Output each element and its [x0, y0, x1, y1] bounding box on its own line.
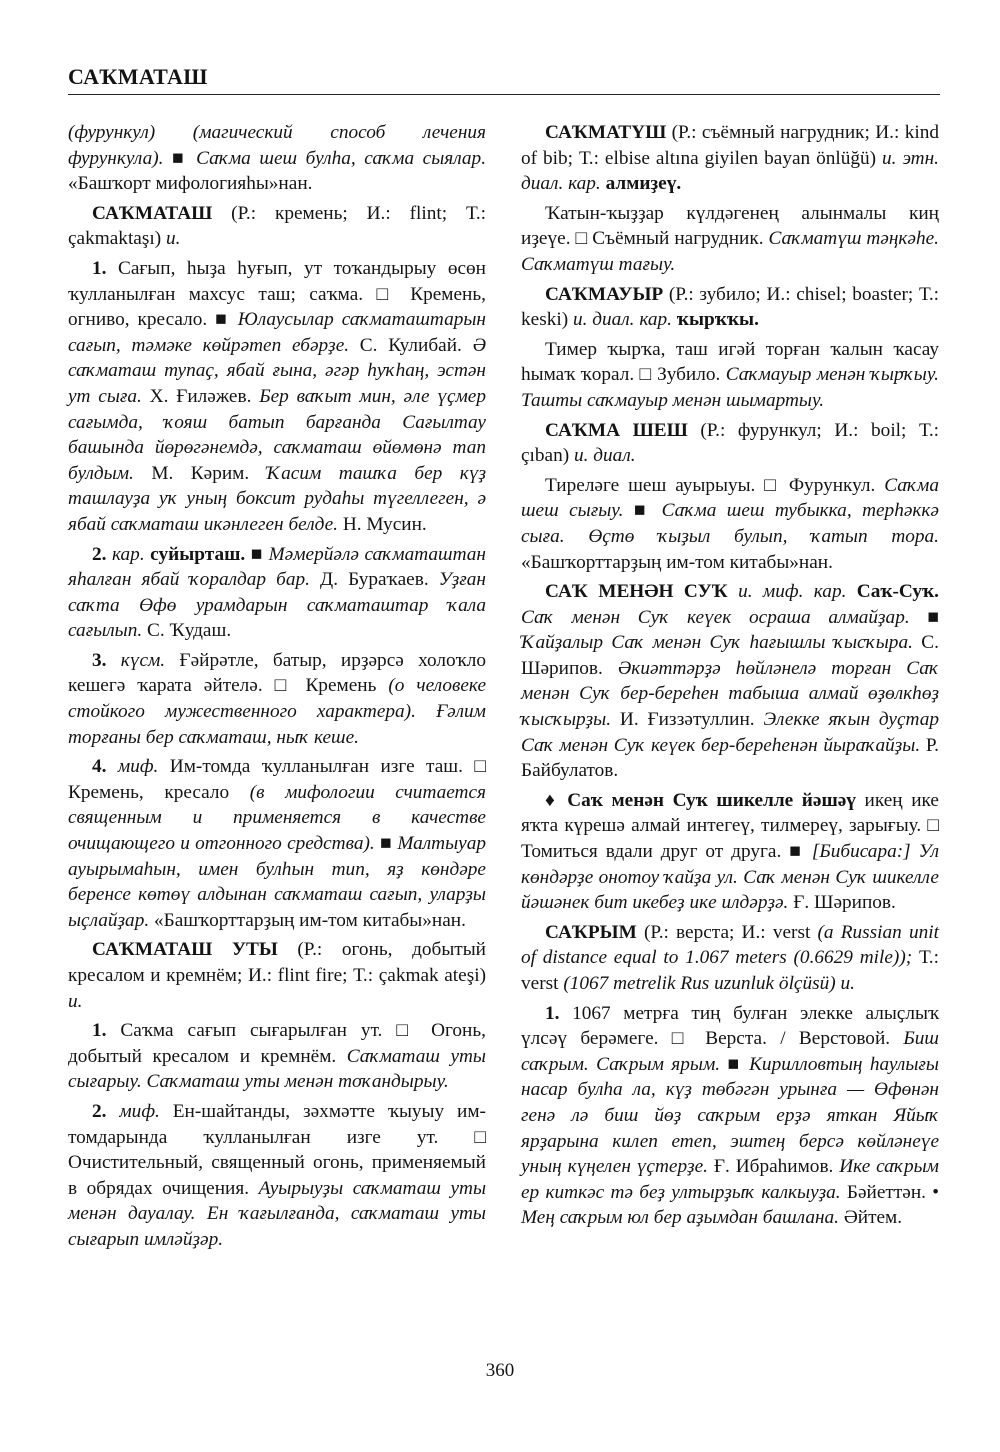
body-text: С. Кулибай.	[349, 334, 473, 356]
body-text: ■	[374, 833, 398, 855]
italic-text: и. диал.	[574, 445, 636, 467]
italic-text: Малтыуар ауырымаһын, имен булһын тип, яҙ көндәре беренсе көтөү алдынан саҡматаш сағып, уларҙы ыҫлайҙар.	[68, 833, 486, 931]
body-text: (Р.: фурункул; И.: boil; Т.: çıban)	[521, 419, 940, 467]
headword-text: 3.	[92, 649, 107, 671]
body-text: «Башҡорттарҙың им-том китабы»нан.	[521, 551, 833, 573]
italic-text: Саҡ менән Суҡ кеүек осраша алмайҙар.	[521, 606, 910, 628]
body-text: Т.: verst	[521, 947, 939, 994]
italic-text: и.	[165, 228, 181, 250]
body-text	[106, 650, 120, 671]
body-text: «Башҡорт мифологияһы»нан.	[68, 173, 313, 195]
headword-text: 4.	[92, 756, 107, 778]
entry-paragraph	[68, 120, 486, 197]
body-text	[106, 756, 117, 777]
headword-text: 1.	[92, 257, 107, 279]
body-text: 1067 метрға тиң булған элекке алыҫлыҡ үлсәү берәмеге. □ Верста. / Верстовой.	[521, 1002, 939, 1050]
page-number: 360	[485, 1360, 515, 1381]
entry-paragraph	[521, 120, 939, 197]
entry-paragraph	[68, 542, 486, 644]
body-text: Тимер ҡырҡа, таш игәй торған ҡалын ҡасау һымаҡ ҡорал. □ Зубило.	[521, 338, 939, 386]
italic-text: күсм.	[120, 649, 166, 671]
headword-text: САҠМАТАШ УТЫ	[92, 939, 278, 961]
entry-paragraph	[521, 788, 939, 916]
body-text: ■	[909, 606, 939, 628]
body-text: Әйтем.	[839, 1207, 903, 1229]
headword-text: САҠМАТҮШ	[545, 122, 667, 143]
entry-paragraph	[521, 337, 939, 414]
body-text: Бәйеттән. •	[840, 1181, 939, 1203]
body-text	[106, 1101, 119, 1122]
entry-paragraph	[68, 1099, 486, 1253]
body-text: (Р.: верста; И.: verst	[636, 921, 818, 943]
headword-text: 1.	[545, 1002, 560, 1024]
entry-paragraph	[68, 754, 486, 933]
headword-text: САҠМА ШЕШ	[545, 419, 688, 441]
body-text: ■	[245, 543, 269, 565]
entry-paragraph	[521, 201, 939, 278]
body-text: икең ике яҡта күрешә алмай интегеү, тилмереү, зарығыу. □ Томиться вдали друг от друга. ■	[521, 789, 939, 863]
body-text: Ғ. Шәрипов.	[788, 892, 896, 914]
entry-paragraph	[521, 1001, 939, 1231]
italic-text: и. этн. диал. кар.	[521, 147, 939, 195]
entry-paragraph	[68, 256, 486, 538]
italic-text: (1067 metrelik Rus uzunluk ölçüsü) и.	[563, 973, 855, 994]
italic-text: Саҡмауыр менән ҡырҡыу. Ташты саҡмауыр менән шымартыу.	[521, 364, 939, 411]
body-text: ■	[172, 147, 197, 169]
entry-paragraph	[68, 1018, 486, 1095]
headword-text: Саҡ-Суҡ.	[856, 581, 939, 603]
italic-text: Кирилловтың һаулығы насар булһа ла, күҙ төбәгән урынға — Өфөнән генә лә биш йөҙ саҡрым ерҙә яткан Яйыҡ ярҙарына килеп етеп, эштең берсә көйләнеүе уның күңелен үҫтерҙе.	[521, 1053, 939, 1178]
headword-text: суйырташ.	[150, 543, 246, 565]
headword-text: 2.	[92, 543, 107, 565]
body-text: Д. Бураҡаев.	[309, 569, 439, 591]
body-text: (Р.: кремень; И.: flint; Т.: çakmaktaşı)	[68, 202, 486, 250]
entry-paragraph	[521, 473, 939, 575]
body-text: ■	[720, 1053, 750, 1075]
italic-text: Ҡасим ташҡа бер күҙ ташлауҙа уҡ уның боксит рудаһы түгеллеген, ә ябай саҡматаш икәнлеген белде.	[68, 462, 486, 535]
body-text: Ғәйрәтле, батыр, ирҙәрсә холоҡло кешегә ҡарата әйтелә. □ Кремень	[68, 649, 486, 697]
body-text: Ен-шайтанды, зәхмәтте ҡыуыу им-томдарында ҡулланылған изге ут. □ Очистительный, священный огонь, применяемый в обрядах очищения.	[68, 1100, 486, 1199]
italic-text: Уҙған саҡта Өфө урамдарын саҡматаштар ҡала сағылып.	[68, 569, 486, 642]
body-text: ♦	[545, 789, 568, 811]
left-column	[68, 120, 486, 1257]
italic-text: Биш саҡрым. Саҡрым ярым.	[521, 1028, 939, 1075]
headword-text: 1.	[92, 1020, 107, 1042]
body-text: Х. Ғиләжев.	[141, 385, 260, 407]
body-text: Им-томда ҡулланылған изге таш. □ Кремень, кресало	[68, 756, 486, 803]
italic-text: Саҡматаш уты сығарыу. Саҡматаш уты менән тоҡандырыу.	[68, 1045, 486, 1093]
body-text: Ғ. Ибраһимов.	[708, 1156, 840, 1178]
italic-text: и.	[68, 990, 83, 1012]
headword-text: САҠМАТАШ	[92, 202, 213, 224]
italic-text: Ауырыуҙы саҡматаш уты менән дауалау. Ен ҡағылғанда, саҡматаш уты сығарып имләйҙәр.	[68, 1177, 486, 1250]
body-text: Саҡма сағып сығарылған ут. □ Огонь, добытый кресалом и кремнём.	[68, 1020, 486, 1067]
italic-text: Саҡма шеш булһа, саҡма сыялар.	[196, 147, 487, 169]
headword-text: 2.	[92, 1100, 107, 1122]
entry-paragraph	[68, 201, 486, 252]
right-column	[521, 120, 939, 1235]
italic-text: Саҡма шеш тубыкка, терһәккә сыға. Өҫтө ҡыҙыл булып, ҡатып тора.	[521, 500, 939, 547]
headword-text: ҡырҡҡы.	[676, 309, 759, 331]
body-text: Ҡатын-ҡыҙҙар күлдәгенең алынмалы киң иҙеүе. □ Съёмный нагрудник.	[521, 202, 939, 250]
entry-paragraph	[521, 418, 939, 469]
entry-paragraph	[521, 282, 939, 333]
italic-text: и. миф. кар.	[738, 581, 847, 603]
entry-paragraph	[521, 579, 939, 784]
italic-text: Бер ваҡыт мин, әле үҫмер сағымда, ҡояш батып барғанда Сағылтау башында йөрөгәнемдә, саҡматаш өйөмөнә тап булдым.	[68, 385, 487, 484]
italic-text: [Бибисара:] Ул көндәрҙе онотоу ҡайҙа ул. Саҡ менән Суҡ шикелле йәшәнек бит икебеҙ икe илдәрҙә.	[521, 841, 939, 914]
running-head-title: САҠМАТАШ	[68, 64, 208, 89]
italic-text: миф.	[119, 1100, 160, 1122]
italic-text: (о человеке стойкого мужественного характера). Ғәлим торғаны бер саҡматаш, ныҡ кеше.	[68, 675, 487, 748]
headword-text: Саҡ менән Суҡ шикелле йәшәү	[567, 789, 856, 811]
italic-text: Әкиәттәрҙә һөйләнелә торған Саҡ менән Суҡ бер-береһен табыша алмай өҙөлкһөҙ ҡысҡырҙы.	[521, 657, 940, 731]
italic-text: Элекке яҡын дуҫтар Саҡ менән Суҡ кеүек бер-береһенән йыраҡайҙы.	[521, 709, 939, 756]
headword-text: алмиҙеү.	[605, 173, 682, 195]
body-text: С. Шәрипов.	[521, 632, 939, 679]
italic-text: Ә саҡматаш тупаҫ, ябай ғына, әгәр һуҡһаң, эстән ут сыға.	[68, 334, 486, 407]
body-text: (Р.: зубило; И.: chisel; boaster; Т.: keski)	[521, 283, 939, 331]
italic-text: и. диал. кар.	[572, 309, 672, 331]
body-text: М. Кәрим.	[133, 462, 267, 484]
italic-text: Мең саҡрым юл бер аҙымдан башлана.	[521, 1207, 839, 1229]
body-text: Тиреләге шеш ауырыуы. □ Фурункул.	[545, 474, 885, 496]
italic-text: (a Russian unit of distance equal to 1.067 meters (0.6629 mile));	[521, 921, 939, 969]
italic-text: Саҡматүш тәңкәһе. Саҡматүш тағыу.	[521, 228, 939, 275]
body-text: И. Ғиззәтуллин.	[611, 709, 764, 731]
body-text: С. Ҡудаш.	[142, 620, 232, 642]
body-text: Сағып, һыҙа һуғып, ут тоҡандырыу өсөн ҡулланылған махсус таш; саҡма. □ Кремень, огниво, кресало. ■	[68, 257, 486, 331]
headword-text: САҠМАУЫР	[545, 283, 664, 305]
entry-paragraph	[68, 648, 486, 750]
italic-text: Ҡайҙалыр Саҡ менән Суҡ һағышлы ҡысҡыра.	[521, 632, 913, 654]
entry-paragraph	[521, 920, 939, 997]
entry-paragraph	[68, 937, 486, 1014]
italic-text: миф.	[117, 756, 159, 778]
body-text	[846, 581, 856, 602]
body-text: (Р.: огонь, добытый кресалом и кремнём; И.: flint fire; Т.: çakmak ateşi)	[68, 939, 486, 986]
body-text: Н. Мусин.	[338, 513, 427, 535]
body-text: (Р.: съёмный нагрудник; И.: kind of bib; Т.: elbise altına giyilen bayan önlüğü)	[521, 122, 939, 169]
italic-text: Ике саҡрым ер киткәс тә беҙ ултырҙыҡ калкыуҙа.	[521, 1156, 939, 1203]
body-text: ■	[623, 500, 662, 522]
body-text	[728, 581, 738, 602]
italic-text: (в мифологии считается священным и применяется в качестве очищающего и отгонного средства).	[68, 781, 486, 855]
italic-text: кар.	[112, 543, 145, 565]
running-head	[68, 64, 940, 95]
headword-text: САҠРЫМ	[545, 921, 637, 943]
italic-text: Мәмерйәлә саҡматаштан яһалған ябай ҡоралдар бар.	[68, 543, 486, 591]
headword-text: САҠ МЕНӘН СУҠ	[545, 581, 728, 603]
italic-text: Юлаусылар саҡматаштарын сағып, тәмәке көйрәтеп ебәрҙе.	[68, 309, 486, 356]
italic-text: (фурункул) (магический способ лечения фурункула).	[68, 122, 486, 169]
italic-text: Саҡма шеш сығыу.	[521, 474, 939, 522]
body-text: «Башҡорттарҙың им-том китабы»нан.	[149, 909, 466, 931]
body-text: Р. Байбулатов.	[521, 734, 940, 782]
